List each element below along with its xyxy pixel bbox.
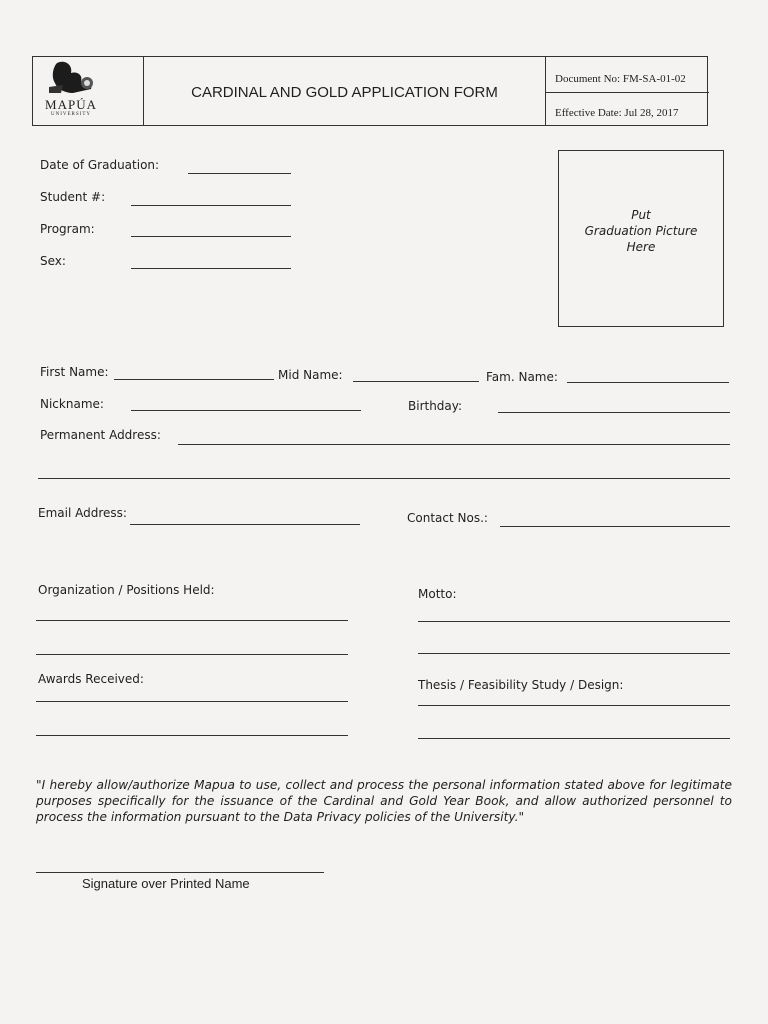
mid-name-label: Mid Name: [278,368,343,382]
program-field[interactable] [131,236,291,237]
nickname-field[interactable] [131,410,361,411]
email-address-label: Email Address: [38,506,127,520]
motto-field-line2[interactable] [418,653,730,654]
permanent-address-field[interactable] [178,444,730,445]
signature-field[interactable] [36,872,324,873]
fam-name-field[interactable] [567,382,729,383]
header-divider [545,92,709,93]
organization-label: Organization / Positions Held: [38,583,215,597]
birthday-field[interactable] [498,412,730,413]
student-number-label: Student #: [40,190,106,204]
thesis-field-line2[interactable] [418,738,730,739]
effective-date: Effective Date: Jul 28, 2017 [555,107,679,119]
student-number-field[interactable] [131,205,291,206]
awards-received-field-line2[interactable] [36,735,348,736]
birthday-label: Birthday: [408,399,463,413]
thesis-label: Thesis / Feasibility Study / Design: [418,678,624,692]
awards-received-field[interactable] [36,701,348,702]
thesis-field[interactable] [418,705,730,706]
date-of-graduation-label: Date of Graduation: [40,158,160,172]
first-name-field[interactable] [114,379,274,380]
university-logo [43,59,103,97]
photo-placeholder-text: Put Graduation Picture Here [584,208,698,254]
motto-label: Motto: [418,587,457,601]
document-number: Document No: FM-SA-01-02 [555,73,686,85]
mid-name-field[interactable] [353,381,479,382]
awards-received-label: Awards Received: [38,672,144,686]
permanent-address-field-line2[interactable] [38,478,730,479]
organization-field[interactable] [36,620,348,621]
contact-nos-label: Contact Nos.: [407,511,488,525]
sex-label: Sex: [40,254,66,268]
signature-label: Signature over Printed Name [82,876,250,891]
logo-subtext: UNIVERSITY [51,112,91,117]
form-header [32,56,708,126]
organization-field-line2[interactable] [36,654,348,655]
sex-field[interactable] [131,268,291,269]
form-title: CARDINAL AND GOLD APPLICATION FORM [191,83,498,101]
fam-name-label: Fam. Name: [486,370,558,384]
contact-nos-field[interactable] [500,526,730,527]
header-divider [545,57,546,125]
data-privacy-consent: "I hereby allow/authorize Mapua to use, collect and process the personal information stated above for legitimate purposes specifically for the issuance of the Cardinal and Gold Year Book, and allow authorized personnel to process the information pursuant to the Data Privacy policies of the University." [36,778,732,824]
motto-field[interactable] [418,621,730,622]
nickname-label: Nickname: [40,397,104,411]
permanent-address-label: Permanent Address: [40,428,161,442]
graduation-picture-box[interactable] [558,150,724,327]
date-of-graduation-field[interactable] [188,173,291,174]
email-address-field[interactable] [130,524,360,525]
program-label: Program: [40,222,95,236]
first-name-label: First Name: [40,365,109,379]
logo-wordmark: MAPÚA [45,97,97,112]
